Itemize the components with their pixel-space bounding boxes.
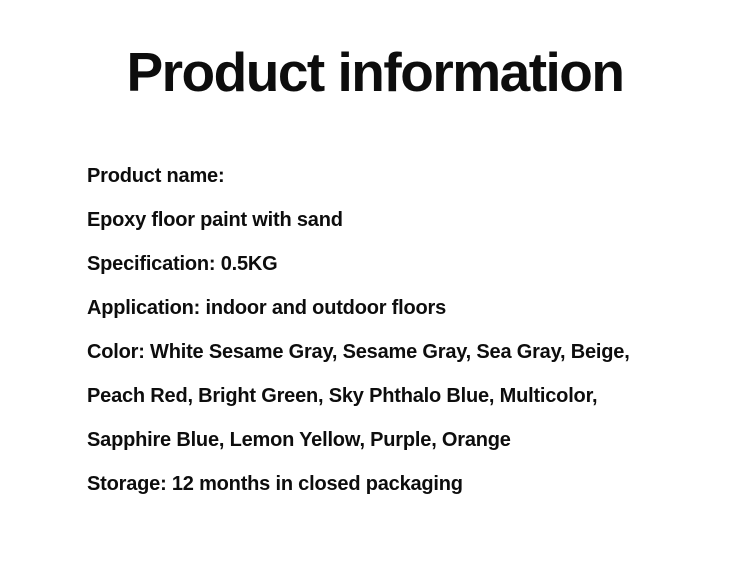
product-details <box>87 154 690 506</box>
page-title: Product information <box>126 41 624 103</box>
color-line-3: Sapphire Blue, Lemon Yellow, Purple, Orange <box>87 429 511 451</box>
product-name-value: Epoxy floor paint with sand <box>87 209 343 231</box>
specification-line: Specification: 0.5KG <box>87 253 278 275</box>
application-line: Application: indoor and outdoor floors <box>87 297 447 319</box>
storage-line: Storage: 12 months in closed packaging <box>87 473 463 495</box>
product-name-label: Product name: <box>87 165 225 187</box>
color-line-1: Color: White Sesame Gray, Sesame Gray, Sea Gray, Beige, <box>87 341 630 363</box>
color-line-2: Peach Red, Bright Green, Sky Phthalo Blue, Multicolor, <box>87 385 598 407</box>
